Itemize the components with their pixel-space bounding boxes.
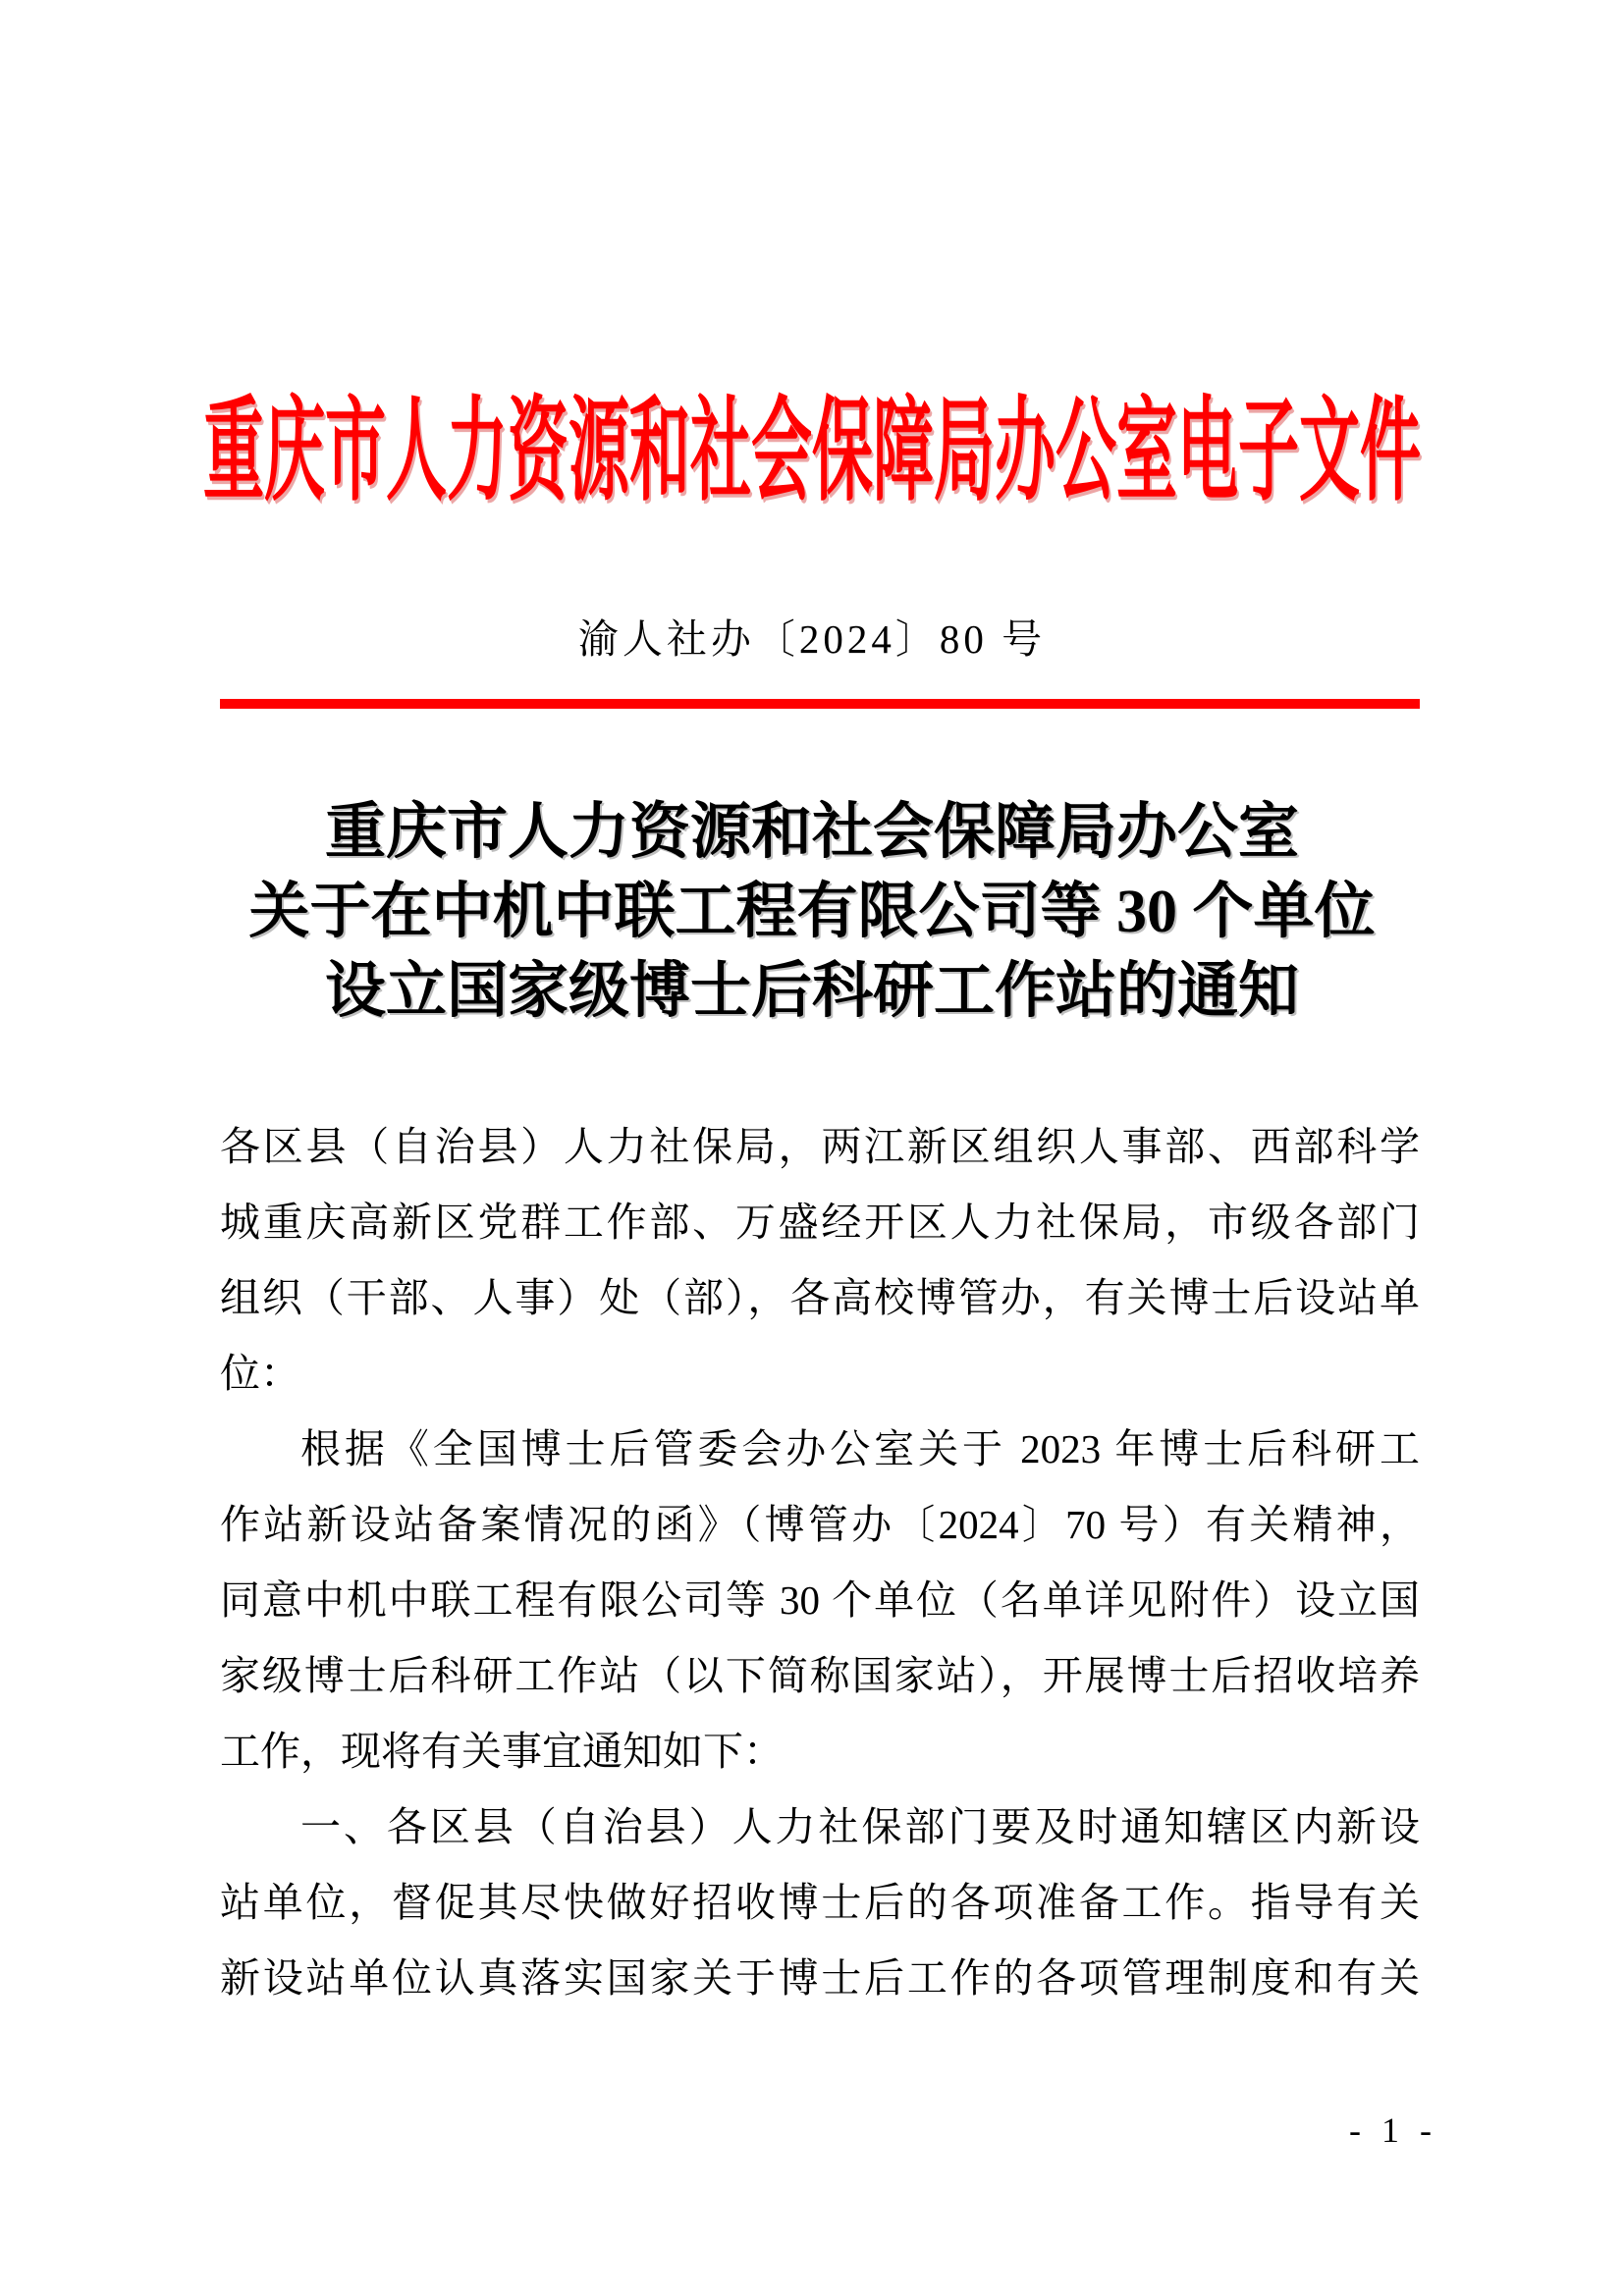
body-text-line: 根据《全国博士后管委会办公室关于 2023 年博士后科研工: [300, 1426, 1420, 1471]
body-text-line: 家级博士后科研工作站（以下简称国家站），开展博士后招收培养: [220, 1653, 1420, 1698]
letterhead-banner: [0, 384, 1624, 514]
body-text-line: 同意中机中联工程有限公司等 30 个单位（名单详见附件）设立国: [220, 1577, 1420, 1623]
body-text-line: 位：: [220, 1351, 300, 1396]
body-text-line: 各区县（自治县）人力社保局，两江新区组织人事部、西部科学: [220, 1124, 1420, 1169]
body-text-line: 新设站单位认真落实国家关于博士后工作的各项管理制度和有关: [220, 1955, 1420, 2001]
body-text-line: 城重庆高新区党群工作部、万盛经开区人力社保局，市级各部门: [220, 1200, 1420, 1245]
body-text-line: 组织（干部、人事）处（部），各高校博管办，有关博士后设站单: [220, 1275, 1420, 1320]
body-text-line: 一、各区县（自治县）人力社保部门要及时通知辖区内新设: [300, 1804, 1420, 1849]
doc-reference-number: 渝人社办〔2024〕80 号: [577, 616, 1047, 662]
document-body: [220, 1109, 1420, 2016]
document-title-line: 重庆市人力资源和社会保障局办公室: [324, 799, 1299, 866]
body-text-line: 工作，现将有关事宜通知如下：: [220, 1729, 784, 1774]
body-text-line: 作站新设站备案情况的函》（博管办〔2024〕70 号）有关精神，: [220, 1502, 1420, 1547]
body-text-line: 站单位，督促其尽快做好招收博士后的各项准备工作。指导有关: [220, 1880, 1420, 1925]
letterhead-title: 重庆市人力资源和社会保障局办公室电子文件: [202, 391, 1421, 514]
red-divider-line: [220, 699, 1420, 709]
document-title-line: 关于在中机中联工程有限公司等 30 个单位: [248, 879, 1376, 945]
document-title-line: 设立国家级博士后科研工作站的通知: [324, 958, 1299, 1025]
page-number: - 1 -: [1349, 2110, 1437, 2150]
document-title: [0, 793, 1624, 1032]
